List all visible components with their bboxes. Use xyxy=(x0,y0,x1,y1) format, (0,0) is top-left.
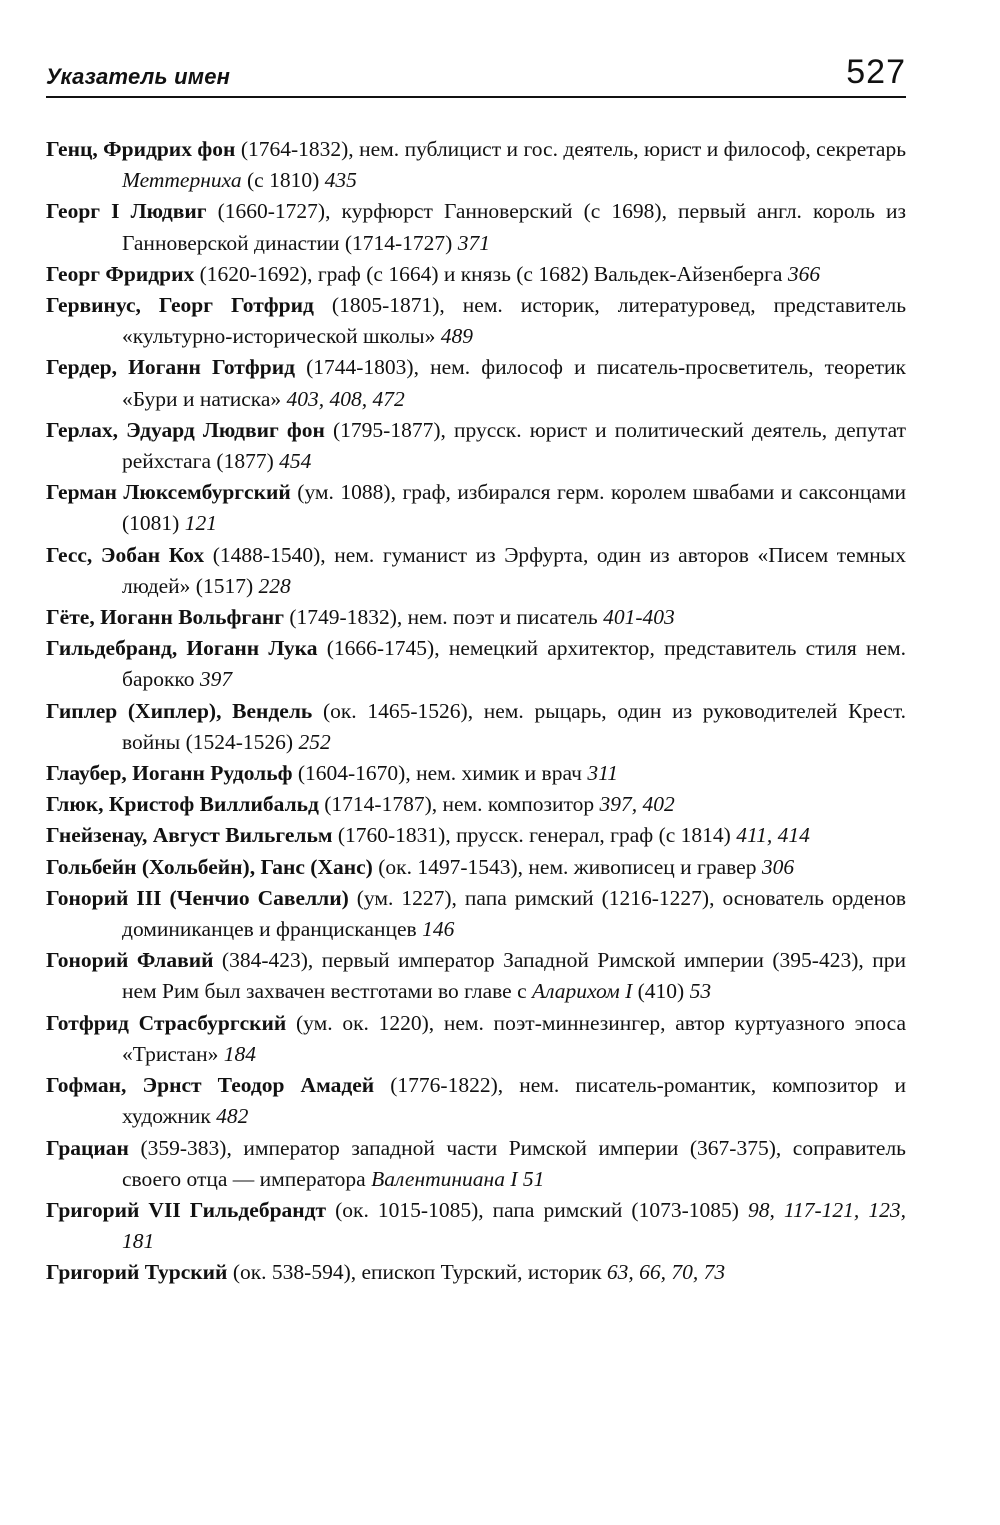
entry-page-refs: 435 xyxy=(324,168,357,193)
index-entry xyxy=(46,945,906,1007)
entry-name: Готфрид Страсбургский xyxy=(46,1010,287,1035)
index-entry xyxy=(46,477,906,539)
entry-description: (ок. 1465-1526), нем. рыцарь, один из руководителей Крест. войны (1524-1526) xyxy=(122,698,906,754)
entry-page-refs: 397 xyxy=(199,667,233,692)
entry-name: Гервинус, Георг Готфрид xyxy=(46,293,314,318)
entry-page-refs: 489 xyxy=(440,324,473,349)
entry-page-refs: 146 xyxy=(422,917,455,942)
entry-name: Гердер, Иоганн Готфрид xyxy=(46,355,295,380)
entry-description: (ум. ок. 1220), нем. поэт-миннезингер, автор куртуазного эпоса «Тристан» xyxy=(122,1010,907,1066)
entry-page-refs: 371 xyxy=(457,230,490,255)
entry-page-refs: 311 xyxy=(587,761,618,786)
entry-description: (1744-1803), нем. философ и писатель-просветитель, теоретик «Бури и натиска» xyxy=(122,355,907,411)
index-entry xyxy=(46,540,906,602)
index-entry xyxy=(46,1257,906,1288)
index-entry xyxy=(46,1070,906,1132)
index-entry xyxy=(46,290,906,352)
entry-name: Гёте, Иоганн Вольфганг xyxy=(46,605,284,630)
entry-description: (1604-1670), нем. химик и врач xyxy=(292,761,588,786)
entry-name: Гнейзенау, Август Вильгельм xyxy=(46,823,333,848)
index-entry xyxy=(46,696,906,758)
entry-description: (1749-1832), нем. поэт и писатель xyxy=(284,605,604,630)
index-entry xyxy=(46,633,906,695)
entry-description: (1795-1877), прусск. юрист и политический деятель, депутат рейхстага (1877) xyxy=(122,417,906,474)
entry-name: Генц, Фридрих фон xyxy=(46,137,236,161)
entry-description: (1714-1787), нем. композитор xyxy=(318,792,600,817)
entry-name: Грациан xyxy=(46,1135,129,1160)
entry-name: Гонорий Флавий xyxy=(46,948,214,973)
entry-description: (ок. 1015-1085), папа римский (1073-1085) xyxy=(326,1197,748,1222)
entry-page-refs: 482 xyxy=(216,1104,249,1129)
entry-name: Гесс, Эобан Кох xyxy=(46,542,205,567)
index-entry xyxy=(46,883,906,945)
entry-description: (1764-1832), нем. публицист и гос. деятель, юрист и философ, секретарь xyxy=(235,137,906,161)
index-entry xyxy=(46,196,906,258)
entry-page-refs: 411, 414 xyxy=(736,823,810,848)
entry-description: (ум. 1227), папа римский (1216-1227), основатель орденов доминиканцев и францисканцев xyxy=(122,885,906,942)
entry-page-refs: 98, 117-121, 123, 181 xyxy=(122,1197,906,1254)
entry-description: (1760-1831), прусск. генерал, граф (с 1814) xyxy=(332,823,737,848)
entry-cross-reference: Меттерниха xyxy=(122,168,242,193)
entry-name: Глюк, Кристоф Виллибальд xyxy=(46,792,319,817)
entry-page-refs: 121 xyxy=(184,511,217,536)
entry-name: Георг I Людвиг xyxy=(46,199,207,224)
index-entry xyxy=(46,820,906,851)
entry-page-refs: 454 xyxy=(279,449,312,474)
entry-name: Георг Фридрих xyxy=(46,261,195,286)
section-title: Указатель имен xyxy=(46,64,231,89)
entry-name: Гофман, Эрнст Теодор Амадей xyxy=(46,1073,375,1098)
entry-description: (ум. 1088), граф, избирался герм. королем швабами и саксонцами (1081) xyxy=(122,480,907,536)
index-entry xyxy=(46,852,906,883)
entry-page-refs: 228 xyxy=(258,573,291,598)
entry-name: Гиплер (Хиплер), Вендель xyxy=(46,698,313,723)
page-number: 527 xyxy=(846,53,906,91)
entry-page-refs: 184 xyxy=(223,1041,256,1066)
entry-name: Григорий VII Гильдебрандт xyxy=(46,1197,327,1222)
entry-cross-reference: Валентиниана I xyxy=(371,1166,518,1191)
entry-description: (359-383), император западной части Римской империи (367-375), соправитель своего отца — императора xyxy=(122,1135,906,1191)
entry-page-refs: 53 xyxy=(689,979,712,1004)
entry-name: Гильдебранд, Иоганн Лука xyxy=(46,636,318,661)
index-entry xyxy=(46,134,906,196)
entry-description: (1660-1727), курфюрст Ганноверский (с 1698), первый англ. король из Ганноверской династии (1714-1727) xyxy=(122,199,906,255)
entry-description-cont: (с 1810) xyxy=(241,168,325,193)
index-entry xyxy=(46,1133,906,1195)
entry-page-refs: 403, 408, 472 xyxy=(286,386,405,411)
entry-name: Григорий Турский xyxy=(46,1260,228,1285)
index-entry xyxy=(46,758,906,789)
entry-description: (1488-1540), нем. гуманист из Эрфурта, один из авторов «Писем темных людей» (1517) xyxy=(122,542,907,598)
entry-description: (1666-1745), немецкий архитектор, представитель стиля нем. барокко xyxy=(122,636,906,692)
entry-page-refs: 401-403 xyxy=(603,605,675,630)
entry-name: Гольбейн (Хольбейн), Ганс (Ханс) xyxy=(46,854,373,879)
entry-page-refs: 306 xyxy=(761,854,795,879)
index-entry xyxy=(46,602,906,633)
entry-description: (1776-1822), нем. писатель-романтик, композитор и художник xyxy=(122,1073,906,1129)
entry-page-refs: 397, 402 xyxy=(599,792,675,817)
entry-description-cont: (410) xyxy=(632,979,690,1004)
entry-page-refs: 252 xyxy=(298,729,331,754)
entry-cross-reference: Аларихом I xyxy=(532,979,633,1004)
entry-page-refs: 366 xyxy=(787,261,821,286)
entry-description: (ок. 1497-1543), нем. живописец и гравер xyxy=(372,854,762,879)
entry-description: (1805-1871), нем. историк, литературовед, представитель «культурно-исторической школы» xyxy=(122,293,907,349)
index-entry xyxy=(46,789,906,820)
entry-description: (1620-1692), граф (с 1664) и князь (с 1682) Вальдек-Айзенберга xyxy=(194,261,788,286)
entry-page-refs: 63, 66, 70, 73 xyxy=(606,1260,726,1285)
entry-name: Гонорий III (Ченчио Савелли) xyxy=(46,885,349,910)
name-index-list xyxy=(46,134,906,1289)
index-entry xyxy=(46,415,906,477)
entry-name: Герлах, Эдуард Людвиг фон xyxy=(46,417,325,442)
entry-description: (ок. 538-594), епископ Турский, историк xyxy=(227,1260,607,1285)
entry-page-refs: 51 xyxy=(522,1166,545,1191)
index-entry xyxy=(46,1008,906,1070)
index-entry xyxy=(46,1195,906,1257)
index-page xyxy=(46,52,906,1289)
index-entry xyxy=(46,259,906,290)
entry-description: (384-423), первый император Западной Римской империи (395-423), при нем Рим был захвачен вестготами во главе с xyxy=(122,948,906,1004)
index-entry xyxy=(46,352,906,414)
entry-name: Глаубер, Иоганн Рудольф xyxy=(46,761,293,786)
running-header xyxy=(46,52,906,98)
entry-name: Герман Люксембургский xyxy=(46,480,291,505)
